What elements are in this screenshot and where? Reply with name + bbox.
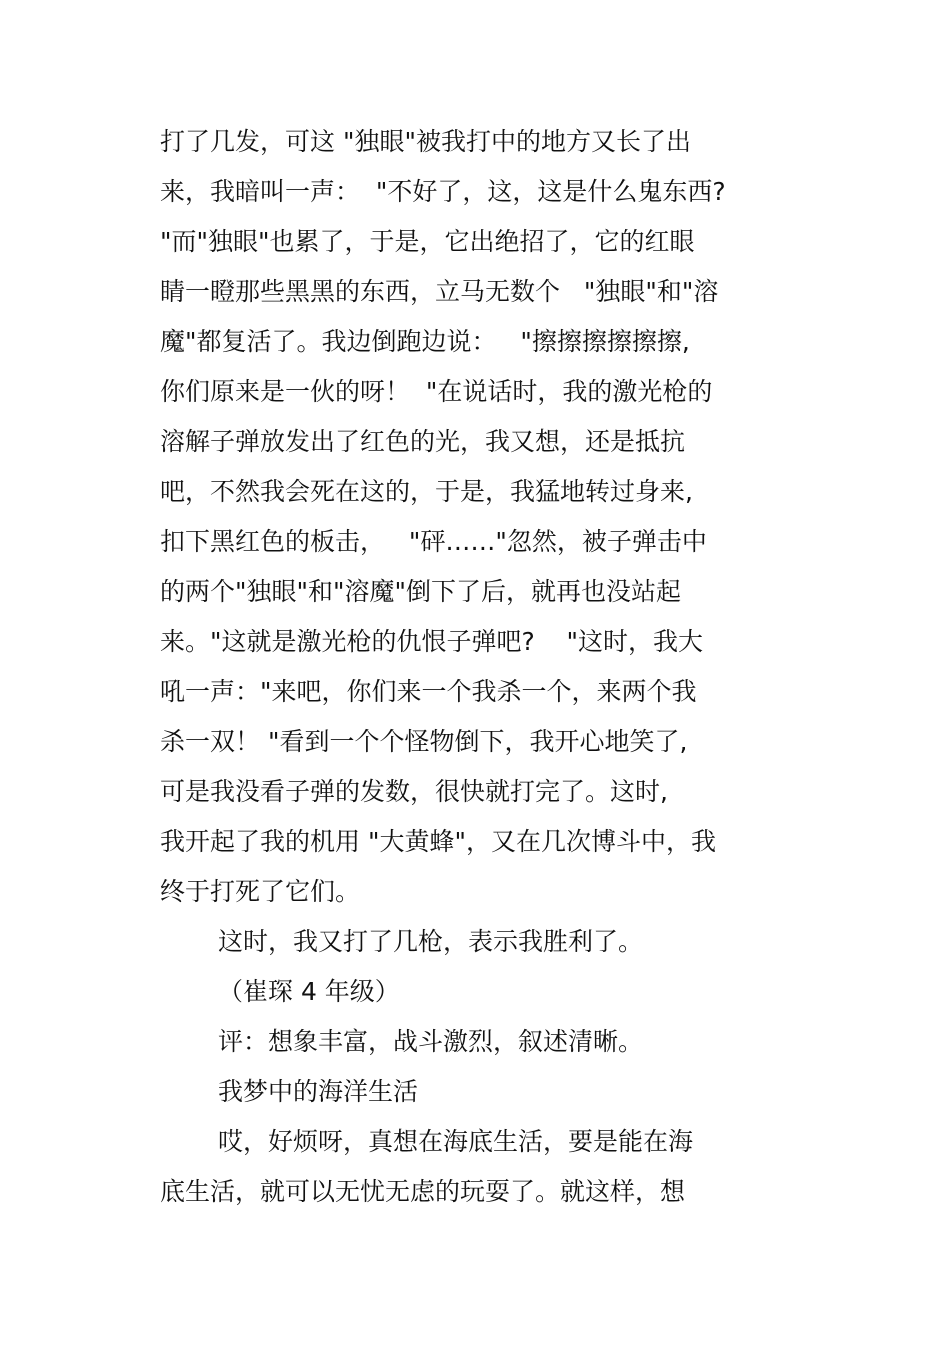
text-line-6: 你们原来是一伙的呀！ "在说话时，我的激光枪的 — [160, 377, 713, 406]
text-line-15: 我开起了我的机用 "大黄蜂"，又在几次博斗中，我 — [160, 827, 716, 856]
text-line-13: 杀一双！ "看到一个个怪物倒下，我开心地笑了, — [160, 727, 688, 756]
text-line-14: 可是我没看子弹的发数，很快就打完了。这时, — [160, 777, 668, 806]
text-line-22: 底生活，就可以无忧无虑的玩耍了。就这样，想 — [160, 1177, 686, 1206]
text-line-5: 魔"都复活了。我边倒跑边说： "擦擦擦擦擦擦, — [160, 327, 690, 356]
text-line-1: 打了几发，可这 "独眼"被我打中的地方又长了出 — [160, 127, 691, 156]
text-line-4: 睛一瞪那些黑黑的东西，立马无数个 "独眼"和"溶 — [160, 277, 719, 306]
text-line-10: 的两个"独眼"和"溶魔"倒下了后，就再也没站起 — [160, 577, 681, 606]
text-line-9: 扣下黑红色的板击， "砰……"忽然，被子弹击中 — [160, 527, 707, 556]
text-line-2: 来，我暗叫一声： "不好了，这，这是什么鬼东西? — [160, 177, 726, 206]
essay-title: 我梦中的海洋生活 — [218, 1077, 419, 1106]
text-line-8: 吧，不然我会死在这的，于是，我猛地转过身来, — [160, 477, 693, 506]
text-line-3: "而"独眼"也累了，于是，它出绝招了，它的红眼 — [160, 227, 695, 256]
text-line-16: 终于打死了它们。 — [160, 877, 361, 906]
text-line-7: 溶解子弹放发出了红色的光，我又想，还是抵抗 — [160, 427, 686, 456]
text-line-11: 来。"这就是激光枪的仇恨子弹吧? "这时，我大 — [160, 627, 704, 656]
text-line-17: 这时，我又打了几枪，表示我胜利了。 — [218, 927, 644, 956]
comment-line: 评：想象丰富，战斗激烈，叙述清晰。 — [218, 1027, 644, 1056]
text-line-21: 哎，好烦呀，真想在海底生活，要是能在海 — [218, 1127, 694, 1156]
text-line-12: 吼一声："来吧，你们来一个我杀一个，来两个我 — [160, 677, 697, 706]
author-line: （崔琛 4 年级） — [218, 977, 400, 1006]
